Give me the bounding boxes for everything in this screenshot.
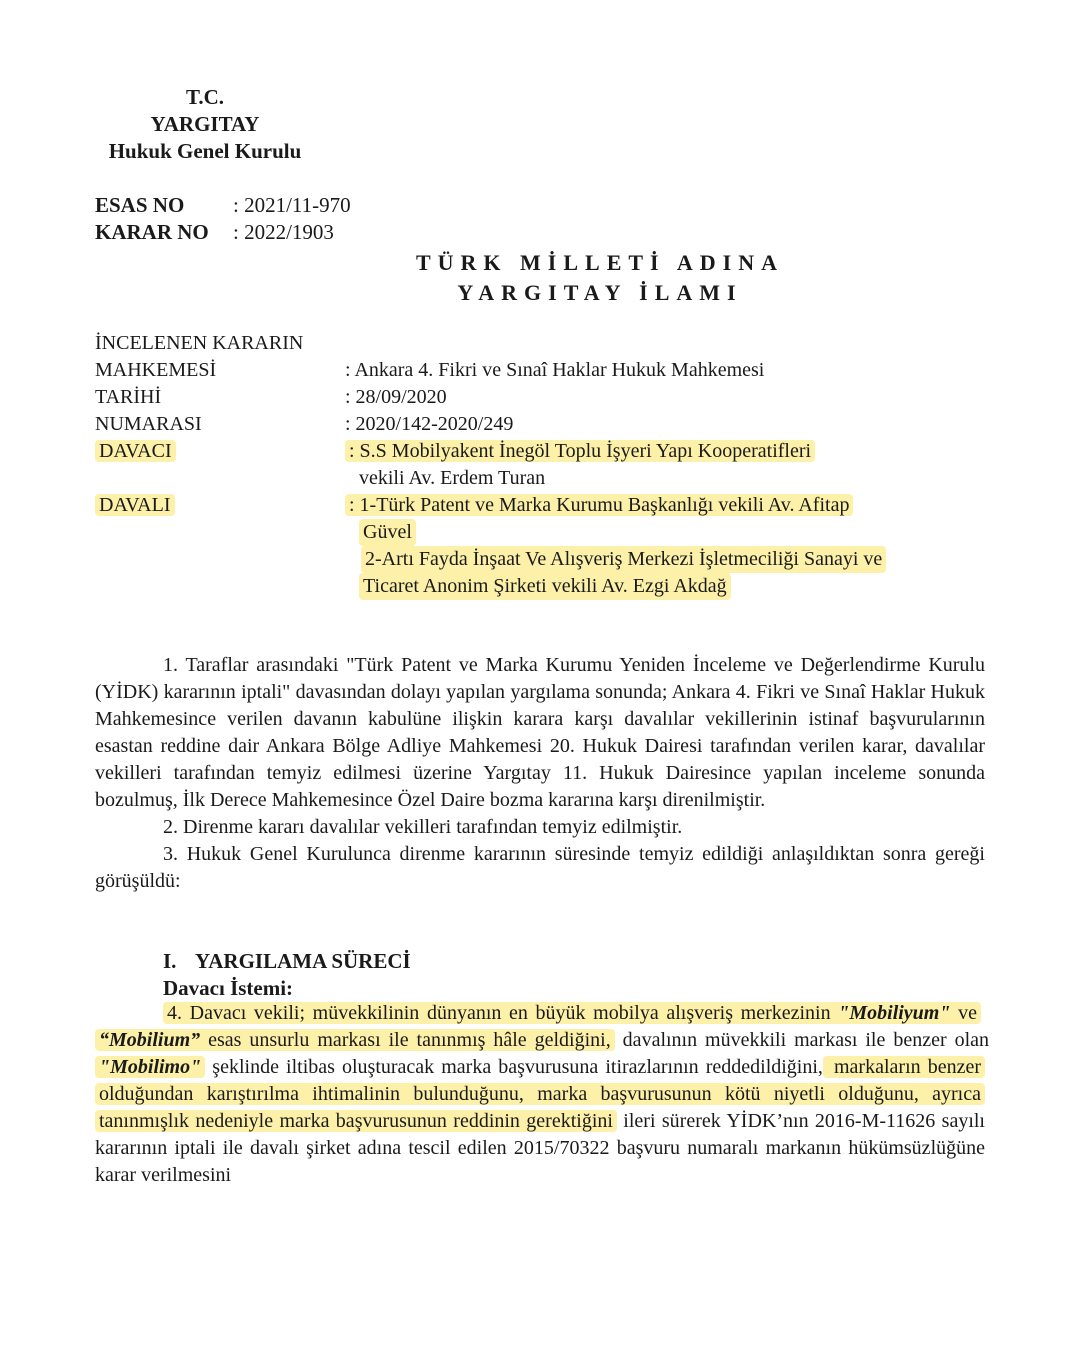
karar-value: : 2022/1903 bbox=[233, 220, 334, 244]
intro-paragraphs bbox=[95, 652, 985, 895]
mahkeme-label: MAHKEMESİ bbox=[95, 359, 217, 381]
p4-part-a: 4. Davacı vekili; müvekkilinin dünyanın en büyük mobilya alışveriş merkezinin bbox=[167, 1002, 839, 1024]
esas-label: ESAS NO bbox=[95, 193, 185, 217]
p4-part-e: esas unsurlu markası ile tanınmış hâle geldiğini, bbox=[200, 1029, 611, 1051]
davaci-cont: vekili Av. Erdem Turan bbox=[359, 467, 546, 489]
section-number: I. bbox=[163, 949, 177, 973]
karar-label: KARAR NO bbox=[95, 220, 209, 244]
paragraph-1: 1. Taraflar arasındaki "Türk Patent ve Marka Kurumu Yeniden İnceleme ve Değerlendirme Kurulu (YİDK) kararının iptali" davasından dolayı yapılan yargılama sonunda; Ankara 4. Fikri ve Sınaî Haklar Hukuk Mahkemesince verilen davanın kabulüne ilişkin karara karşı davalılar vekillerinin istinaf başvurularının esastan reddine dair Ankara Bölge Adliye Mahkemesi 20. Hukuk Dairesi tarafından verilen karar, davalılar vekilleri tarafından temyiz edilmesi üzerine Yargıtay 11. Hukuk Dairesince yapılan inceleme sonunda bozulmuş, İlk Derece Mahkemesince Özel Daire bozma kararına karşı direnilmiştir. bbox=[95, 654, 985, 811]
header-yargitay: YARGITAY bbox=[150, 112, 260, 136]
davali-cont3: Ticaret Anonim Şirketi vekili Av. Ezgi Akdağ bbox=[359, 573, 731, 600]
info-heading: İNCELENEN KARARIN bbox=[95, 332, 304, 354]
header-tc: T.C. bbox=[185, 85, 225, 109]
p4-mobiliyum: "Mobiliyum" bbox=[838, 1002, 951, 1024]
paragraph-2: 2. Direnme kararı davalılar vekilleri tarafından temyiz edilmiştir. bbox=[163, 816, 683, 838]
section-title: YARGILAMA SÜRECİ bbox=[195, 949, 411, 973]
numara-label: NUMARASI bbox=[95, 413, 202, 435]
p4-part-c: ve bbox=[950, 1002, 977, 1024]
p4-part-i: markaların benzer olduğundan karıştırılma ihtimalinin bulunduğunu, marka başvurusunun kötü niyetli olduğunu, ayrıca tanınmışlık nedeniyle marka başvurusunun reddinin gerektiğini bbox=[95, 1056, 985, 1132]
davali-value: : 1-Türk Patent ve Marka Kurumu Başkanlığı vekili Av. Afitap bbox=[345, 494, 853, 516]
title-line2: YARGITAY İLAMI bbox=[457, 280, 743, 305]
mahkeme-value: : Ankara 4. Fikri ve Sınaî Haklar Hukuk Mahkemesi bbox=[345, 359, 765, 381]
davali-cont2: 2-Artı Fayda İnşaat Ve Alışveriş Merkezi İşletmeciliği Sanayi ve bbox=[361, 546, 886, 573]
p4-mobilimo: "Mobilimo" bbox=[95, 1056, 205, 1078]
case-numbers bbox=[95, 192, 351, 246]
tarih-label: TARİHİ bbox=[95, 386, 162, 408]
p4-part-f: davalının müvekkili markası ile benzer olan bbox=[614, 1029, 989, 1051]
esas-value: : 2021/11-970 bbox=[233, 193, 351, 217]
p4-part-j: ileri sürerek YİDK’nın 2016-M-11626 sayılı kararının iptali ile davalı şirket adına tescil edilen 2015/70322 başvuru numaralı markanın hükümsüzlüğüne karar verilmesini bbox=[95, 1110, 985, 1186]
paragraph-4-block bbox=[95, 1000, 989, 1189]
numara-value: : 2020/142-2020/249 bbox=[345, 413, 514, 435]
davaci-label: DAVACI bbox=[95, 440, 176, 462]
header-kurul: Hukuk Genel Kurulu bbox=[108, 139, 302, 163]
p4-part-h: şeklinde iltibas oluşturacak marka başvurusuna itirazlarının reddedildiğini, bbox=[205, 1056, 823, 1078]
p4-mobilium: “Mobilium” bbox=[99, 1029, 201, 1051]
paragraph-4 bbox=[95, 1000, 989, 1189]
davali-cont1: Güvel bbox=[359, 519, 416, 546]
section-subtitle: Davacı İstemi: bbox=[163, 976, 294, 1000]
tarih-value: : 28/09/2020 bbox=[345, 386, 447, 408]
davali-label: DAVALI bbox=[95, 494, 175, 516]
court-header bbox=[90, 84, 320, 165]
title-line1: TÜRK MİLLETİ ADINA bbox=[415, 250, 785, 275]
document-title bbox=[300, 248, 900, 308]
section-heading bbox=[163, 948, 411, 1002]
davaci-value: : S.S Mobilyakent İnegöl Toplu İşyeri Yapı Kooperatifleri bbox=[345, 440, 815, 462]
paragraph-3: 3. Hukuk Genel Kurulunca direnme kararının süresinde temyiz edildiği anlaşıldıktan sonra gereği görüşüldü: bbox=[95, 843, 985, 892]
case-info bbox=[95, 330, 995, 600]
